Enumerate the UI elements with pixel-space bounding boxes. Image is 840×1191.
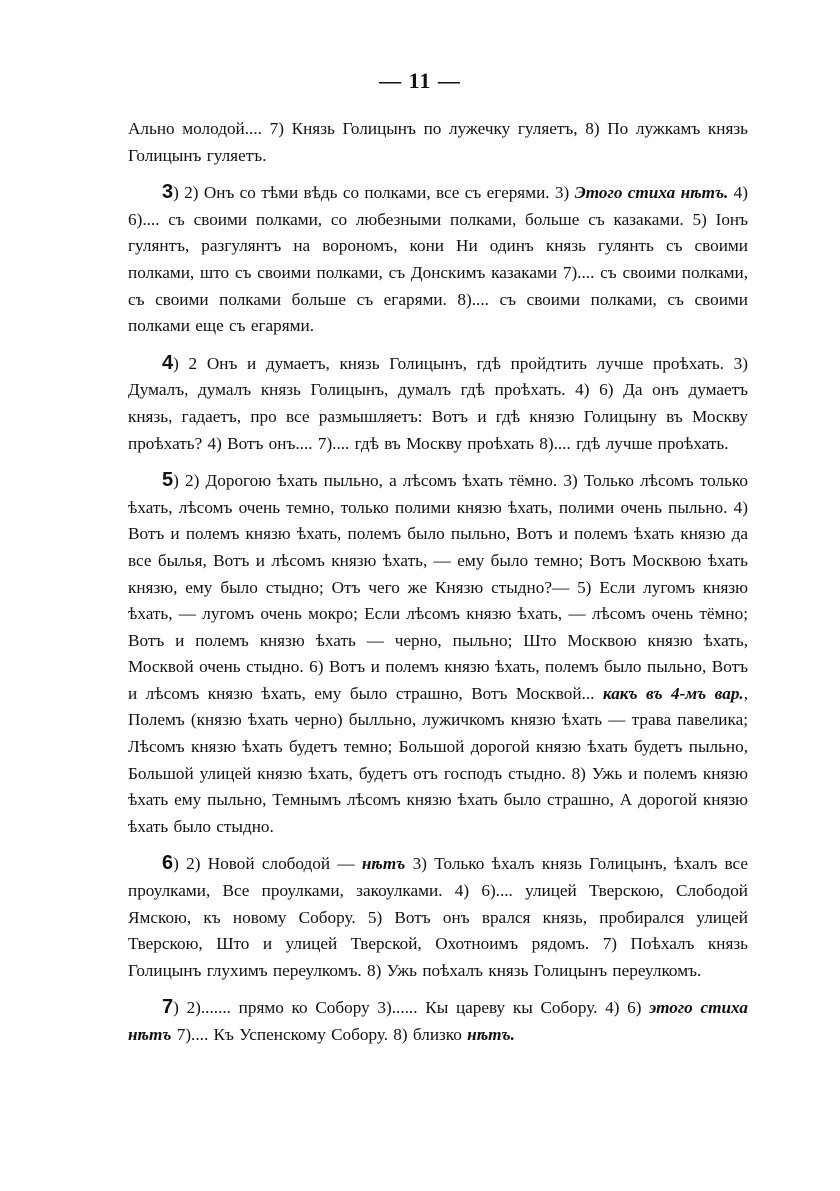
text-segment: , Полемъ (князю ѣхать черно) былльно, лужичкомъ князю ѣхать — трава павелика; Лѣсомъ князю ѣхать будетъ темно; Большой дорогой князю ѣхать будетъ пыльно, Большой улицей князю ѣхать, будетъ отъ господъ стыдно. 8) Ужь и полемъ князю ѣхать ему пыльно, Темнымъ лѣсомъ князю ѣхать было страшно, А дорогой князю ѣхать было стыдно. — [128, 683, 749, 836]
text-segment: ) 2) Новой слободой — — [173, 854, 362, 874]
text-segment: 4) 6).... съ своими полками, со любезными полками, больше съ казаками. 5) Іонъ гулянтъ, разгулянтъ на ворономъ, кони Ни одинъ князь гулянть съ своими полками, што съ своими полками, съ Донскимъ казаками 7).... съ своими полками, съ своими полками больше съ егарями. 8).... съ своими полками, съ своими полками еще съ егарями. — [128, 183, 748, 336]
paragraph-7 — [128, 994, 748, 1048]
verse-number: 3 — [162, 181, 174, 204]
paragraph-3 — [128, 179, 748, 340]
text-segment: ) 2) Дорогою ѣхать пыльно, а лѣсомъ ѣхать тёмно. 3) Только лѣсомъ только ѣхать, лѣсомъ очень темно, только полими князю ѣхать, полими очень пыльно. 4) Вотъ и полемъ князю ѣхать, полемъ было пыльно, Вотъ и полемъ ѣхать князю да все былья, Вотъ и лѣсомъ князю ѣхать, — ему было темно; Вотъ Москвою ѣхать князю, ему было стыдно; Отъ чего же Князю стыдно?— 5) Если лугомъ князю ѣхать, — лугомъ очень мокро; Если лѣсомъ князю ѣхать, — лѣсомъ очень тёмно; Вотъ и полемъ князю ѣхать — черно, пыльно; Што Москвою князю ѣхать, Москвой очень стыдно. 6) Вотъ и полемъ князю ѣхать, полемъ было пыльно, Вотъ и лѣсомъ князю ѣхать, ему было страшно, Вотъ Москвой... — [128, 471, 748, 703]
italic-note: нѣтъ — [361, 854, 406, 874]
text-body — [128, 116, 748, 1059]
verse-number: 4 — [162, 351, 174, 374]
paragraph-continuation — [128, 116, 748, 169]
text-segment: 3) Только ѣхалъ князь Голицынъ, ѣхалъ все проулками, Все проулками, закоулками. 4) 6).... улицей Тверскою, Слободой Ямскою, къ новому Собору. 5) Вотъ онъ врался князь, пробирался улицей Тверскою, Што и улицей Тверской, Охотноимъ рядомъ. 7) Поѣхалъ князь Голицынъ глухимъ переулкомъ. 8) Ужь поѣхалъ князь Голицынъ переулкомъ. — [128, 854, 748, 980]
paragraph-5 — [128, 467, 748, 840]
italic-note: Этого стиха нѣтъ. — [574, 183, 729, 203]
text-segment: ) 2) Онъ со тѣми вѣдь со полками, все съ егерями. 3) — [173, 183, 575, 203]
page-number: — 11 — — [379, 68, 461, 93]
paragraph-6 — [128, 850, 748, 984]
italic-note: этого стиха нѣтъ — [128, 998, 748, 1044]
italic-note: нѣтъ. — [467, 1025, 515, 1044]
text-segment: 7).... Къ Успенскому Собору. 8) близко — [171, 1025, 468, 1044]
text-segment: ) 2)....... прямо ко Собору 3)...... Кы цареву кы Собору. 4) 6) — [173, 998, 650, 1018]
text-segment: ) 2 Онъ и думаетъ, князь Голицынъ, гдѣ пройдтить лучше проѣхать. 3) Думалъ, думалъ князь Голицынъ, думалъ гдѣ проѣхать. 4) 6) Да онъ думаетъ князь, гадаетъ, про все размышляетъ: Вотъ и гдѣ князю Голицыну въ Москву проѣхать? 4) Вотъ онъ.... 7).... гдѣ въ Москву проѣхать 8).... гдѣ лучше проѣхать. — [128, 353, 748, 453]
verse-number: 6 — [162, 852, 174, 875]
verse-number: 5 — [162, 469, 174, 492]
paragraph-4 — [128, 350, 748, 457]
italic-note: какъ въ 4-мъ вар. — [602, 683, 744, 703]
verse-number: 7 — [162, 996, 174, 1019]
text-segment: Ально молодой.... 7) Князь Голицынъ по лужечку гуляетъ, 8) По лужкамъ князь Голицынъ гуляетъ. — [128, 119, 748, 165]
